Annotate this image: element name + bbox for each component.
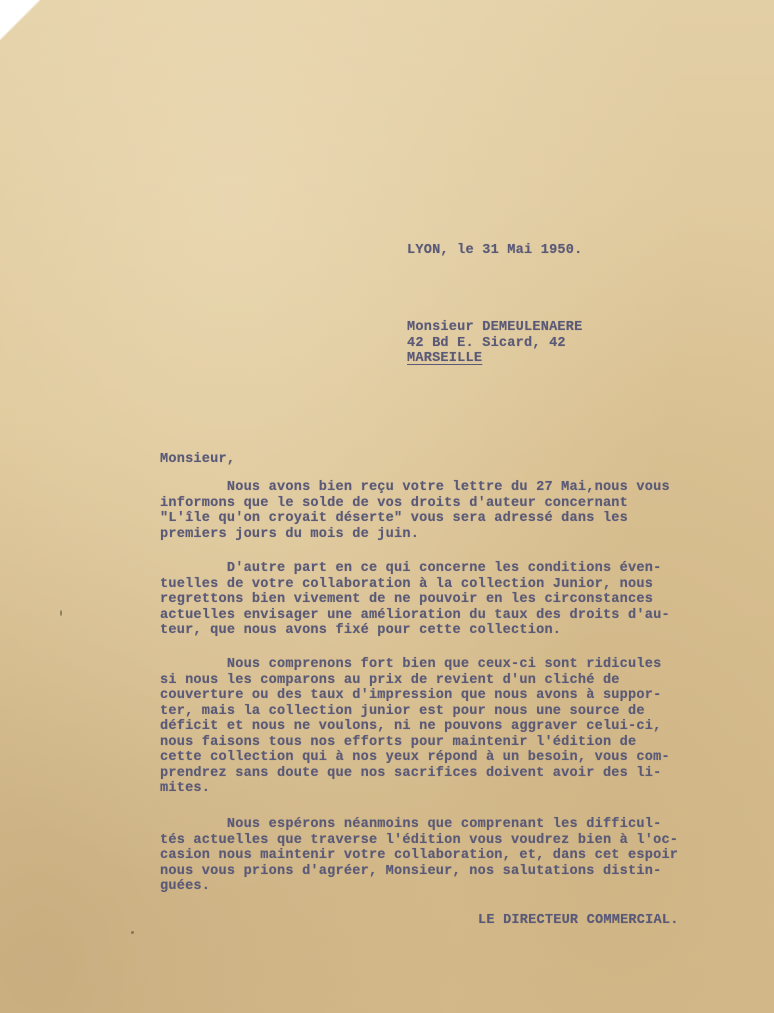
paper-speck <box>60 610 62 616</box>
recipient-city: MARSEILLE <box>407 351 483 366</box>
folded-corner <box>0 0 40 40</box>
recipient-name: Monsieur DEMEULENAERE <box>407 320 583 335</box>
salutation: Monsieur, <box>160 452 236 467</box>
signature-line: LE DIRECTEUR COMMERCIAL. <box>478 913 679 928</box>
recipient-address <box>407 320 583 367</box>
paragraph-1: Nous avons bien reçu votre lettre du 27 Mai,nous vous informons que le solde de vos droits d'auteur concernant "L'île qu'on croyait déserte" vous sera adressé dans les premiers jours du mois de juin. <box>160 480 670 542</box>
date-line: LYON, le 31 Mai 1950. <box>407 243 583 258</box>
paragraph-2: D'autre part en ce qui concerne les conditions éven- tuelles de votre collaboration à la collection Junior, nous regrettons bien vivement de ne pouvoir en les circonstances actuelles envisager une amélioration du taux des droits d'au- teur, que nous avons fixé pour cette collection. <box>160 561 670 638</box>
paragraph-4: Nous espérons néanmoins que comprenant les difficul- tés actuelles que traverse l'édition vous voudrez bien à l'oc- casion nous maintenir votre collaboration, et, dans cet espoir nous vous prions d'agréer, Monsieur, nos salutations distin- guées. <box>160 817 679 894</box>
paragraph-3: Nous comprenons fort bien que ceux-ci sont ridicules si nous les comparons au prix de revient d'un cliché de couverture ou des taux d'impression que nous avons à suppor- ter, mais la collection junior est pour nous une source de déficit et nous ne voulons, ni ne pouvons aggraver celui-ci, nous faisons tous nos efforts pour maintenir l'édition de cette collection qui à nos yeux répond à un besoin, vous com- prendrez sans doute que nos sacrifices doivent avoir des li- mites. <box>160 657 670 796</box>
paper-speck <box>131 931 134 934</box>
recipient-street: 42 Bd E. Sicard, 42 <box>407 335 566 351</box>
